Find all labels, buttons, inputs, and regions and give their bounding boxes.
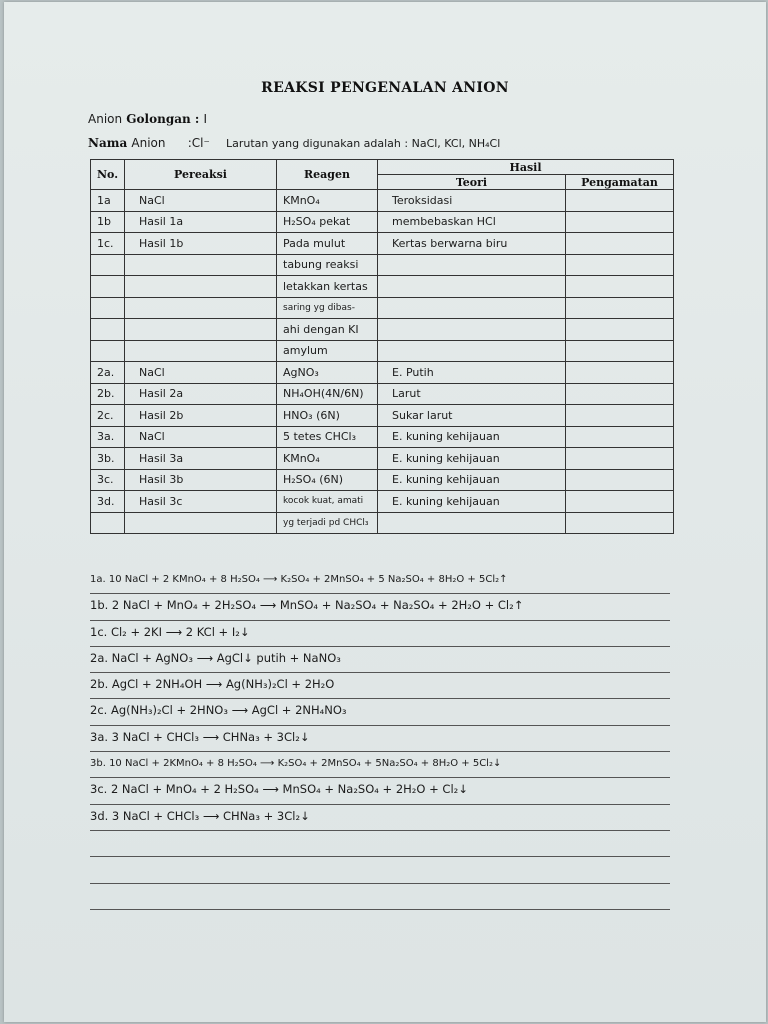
- nama-label: Nama: [88, 136, 128, 150]
- col-header-hasil: Hasil: [378, 160, 674, 175]
- cell-reagen: 5 tetes CHCl₃: [277, 426, 378, 448]
- cell-teori: Teroksidasi: [378, 190, 566, 212]
- cell-pengamatan: [566, 469, 674, 491]
- cell-reagen: kocok kuat, amati: [277, 491, 378, 513]
- reaction-equations: [90, 568, 670, 910]
- golongan-prefix: Anion: [88, 112, 123, 126]
- nama-anion: Anion: [131, 136, 166, 150]
- worksheet-page: [4, 2, 766, 1022]
- table-row: [91, 383, 674, 405]
- col-header-reagen: Reagen: [277, 160, 378, 190]
- reaction-line: 2c. Ag(NH₃)₂Cl + 2HNO₃ ⟶ AgCl + 2NH₄NO₃: [90, 699, 670, 725]
- cell-teori: [378, 254, 566, 276]
- cell-pengamatan: [566, 276, 674, 298]
- table-row: [91, 426, 674, 448]
- table-row: [91, 512, 674, 534]
- cell-no: 3a.: [91, 426, 125, 448]
- cell-no: 2b.: [91, 383, 125, 405]
- page-title: REAKSI PENGENALAN ANION: [261, 80, 509, 96]
- cell-teori: E. kuning kehijauan: [378, 426, 566, 448]
- cell-teori: [378, 297, 566, 319]
- cell-pengamatan: [566, 190, 674, 212]
- cell-no: 3c.: [91, 469, 125, 491]
- cell-pereaksi: [125, 297, 277, 319]
- table-row: [91, 190, 674, 212]
- cell-pereaksi: Hasil 3a: [125, 448, 277, 470]
- reaction-line: 1a. 10 NaCl + 2 KMnO₄ + 8 H₂SO₄ ⟶ K₂SO₄ + 2MnSO₄ + 5 Na₂SO₄ + 8H₂O + 5Cl₂↑: [90, 568, 670, 594]
- cell-teori: [378, 340, 566, 362]
- cell-reagen: Pada mulut: [277, 233, 378, 255]
- cell-no: [91, 512, 125, 534]
- cell-teori: E. kuning kehijauan: [378, 469, 566, 491]
- reaction-line: [90, 884, 670, 910]
- nama-anion-line: [88, 136, 500, 150]
- cell-reagen: saring yg dibas-: [277, 297, 378, 319]
- cell-teori: E. Putih: [378, 362, 566, 384]
- table-row: [91, 469, 674, 491]
- cell-pengamatan: [566, 383, 674, 405]
- cell-reagen: H₂SO₄ (6N): [277, 469, 378, 491]
- cell-teori: Sukar larut: [378, 405, 566, 427]
- cell-pereaksi: [125, 276, 277, 298]
- cell-pereaksi: [125, 254, 277, 276]
- col-header-teori: Teori: [378, 175, 566, 190]
- reaction-line: 1c. Cl₂ + 2KI ⟶ 2 KCl + I₂↓: [90, 621, 670, 647]
- cell-teori: Larut: [378, 383, 566, 405]
- anion-description: Larutan yang digunakan adalah : NaCl, KCl, NH₄Cl: [225, 137, 501, 150]
- cell-no: [91, 319, 125, 341]
- cell-reagen: tabung reaksi: [277, 254, 378, 276]
- cell-pengamatan: [566, 405, 674, 427]
- table-row: [91, 297, 674, 319]
- cell-no: [91, 340, 125, 362]
- col-header-pengamatan: Pengamatan: [566, 175, 674, 190]
- reaction-line: [90, 857, 670, 883]
- cell-pereaksi: Hasil 1b: [125, 233, 277, 255]
- cell-reagen: HNO₃ (6N): [277, 405, 378, 427]
- cell-reagen: NH₄OH(4N/6N): [277, 383, 378, 405]
- cell-no: [91, 254, 125, 276]
- cell-reagen: H₂SO₄ pekat: [277, 211, 378, 233]
- cell-pereaksi: Hasil 1a: [125, 211, 277, 233]
- cell-pengamatan: [566, 319, 674, 341]
- cell-pengamatan: [566, 297, 674, 319]
- cell-pereaksi: Hasil 2a: [125, 383, 277, 405]
- reaction-line: 3d. 3 NaCl + CHCl₃ ⟶ CHNa₃ + 3Cl₂↓: [90, 805, 670, 831]
- cell-reagen: KMnO₄: [277, 448, 378, 470]
- col-header-pereaksi: Pereaksi: [125, 160, 277, 190]
- cell-pereaksi: Hasil 2b: [125, 405, 277, 427]
- cell-no: [91, 297, 125, 319]
- cell-pengamatan: [566, 340, 674, 362]
- cell-pengamatan: [566, 512, 674, 534]
- cell-reagen: ahi dengan KI: [277, 319, 378, 341]
- cell-reagen: AgNO₃: [277, 362, 378, 384]
- cell-pengamatan: [566, 491, 674, 513]
- cell-teori: Kertas berwarna biru: [378, 233, 566, 255]
- cell-pereaksi: [125, 340, 277, 362]
- reaction-line: 3b. 10 NaCl + 2KMnO₄ + 8 H₂SO₄ ⟶ K₂SO₄ + 2MnSO₄ + 5Na₂SO₄ + 8H₂O + 5Cl₂↓: [90, 752, 670, 778]
- reaction-line: 3c. 2 NaCl + MnO₄ + 2 H₂SO₄ ⟶ MnSO₄ + Na₂SO₄ + 2H₂O + Cl₂↓: [90, 778, 670, 804]
- cell-reagen: amylum: [277, 340, 378, 362]
- table-row: [91, 340, 674, 362]
- cell-pengamatan: [566, 426, 674, 448]
- table-row: [91, 254, 674, 276]
- cell-pengamatan: [566, 211, 674, 233]
- cell-pereaksi: Hasil 3c: [125, 491, 277, 513]
- cell-no: 2c.: [91, 405, 125, 427]
- cell-pereaksi: NaCl: [125, 426, 277, 448]
- reaction-line: 2a. NaCl + AgNO₃ ⟶ AgCl↓ putih + NaNO₃: [90, 647, 670, 673]
- col-header-no: No.: [91, 160, 125, 190]
- cell-pengamatan: [566, 448, 674, 470]
- cell-reagen: letakkan kertas: [277, 276, 378, 298]
- cell-teori: [378, 512, 566, 534]
- table-row: [91, 405, 674, 427]
- cell-no: 1a: [91, 190, 125, 212]
- cell-teori: E. kuning kehijauan: [378, 491, 566, 513]
- cell-no: 1b: [91, 211, 125, 233]
- table-row: [91, 491, 674, 513]
- reaction-table: [90, 159, 674, 534]
- cell-pengamatan: [566, 233, 674, 255]
- cell-pereaksi: [125, 319, 277, 341]
- cell-no: [91, 276, 125, 298]
- table-row: [91, 276, 674, 298]
- table-header-row: [91, 160, 674, 175]
- table-row: [91, 233, 674, 255]
- reaction-line: [90, 831, 670, 857]
- cell-no: 3d.: [91, 491, 125, 513]
- table-row: [91, 211, 674, 233]
- table-row: [91, 448, 674, 470]
- golongan-line: [88, 112, 207, 126]
- cell-pereaksi: Hasil 3b: [125, 469, 277, 491]
- reaction-line: 3a. 3 NaCl + CHCl₃ ⟶ CHNa₃ + 3Cl₂↓: [90, 726, 670, 752]
- cell-pereaksi: [125, 512, 277, 534]
- golongan-value: I: [203, 112, 208, 126]
- table-body: [91, 190, 674, 534]
- cell-no: 3b.: [91, 448, 125, 470]
- cell-teori: [378, 276, 566, 298]
- cell-teori: E. kuning kehijauan: [378, 448, 566, 470]
- table-row: [91, 362, 674, 384]
- cell-teori: membebaskan HCl: [378, 211, 566, 233]
- cell-teori: [378, 319, 566, 341]
- table-row: [91, 319, 674, 341]
- reaction-line: 1b. 2 NaCl + MnO₄ + 2H₂SO₄ ⟶ MnSO₄ + Na₂SO₄ + Na₂SO₄ + 2H₂O + Cl₂↑: [90, 594, 670, 620]
- anion-value: :Cl⁻: [187, 136, 210, 150]
- reaction-line: 2b. AgCl + 2NH₄OH ⟶ Ag(NH₃)₂Cl + 2H₂O: [90, 673, 670, 699]
- cell-reagen: yg terjadi pd CHCl₃: [277, 512, 378, 534]
- golongan-label: Golongan :: [126, 112, 200, 126]
- cell-pereaksi: NaCl: [125, 362, 277, 384]
- cell-no: 1c.: [91, 233, 125, 255]
- cell-reagen: KMnO₄: [277, 190, 378, 212]
- cell-pengamatan: [566, 362, 674, 384]
- cell-no: 2a.: [91, 362, 125, 384]
- cell-pereaksi: NaCl: [125, 190, 277, 212]
- cell-pengamatan: [566, 254, 674, 276]
